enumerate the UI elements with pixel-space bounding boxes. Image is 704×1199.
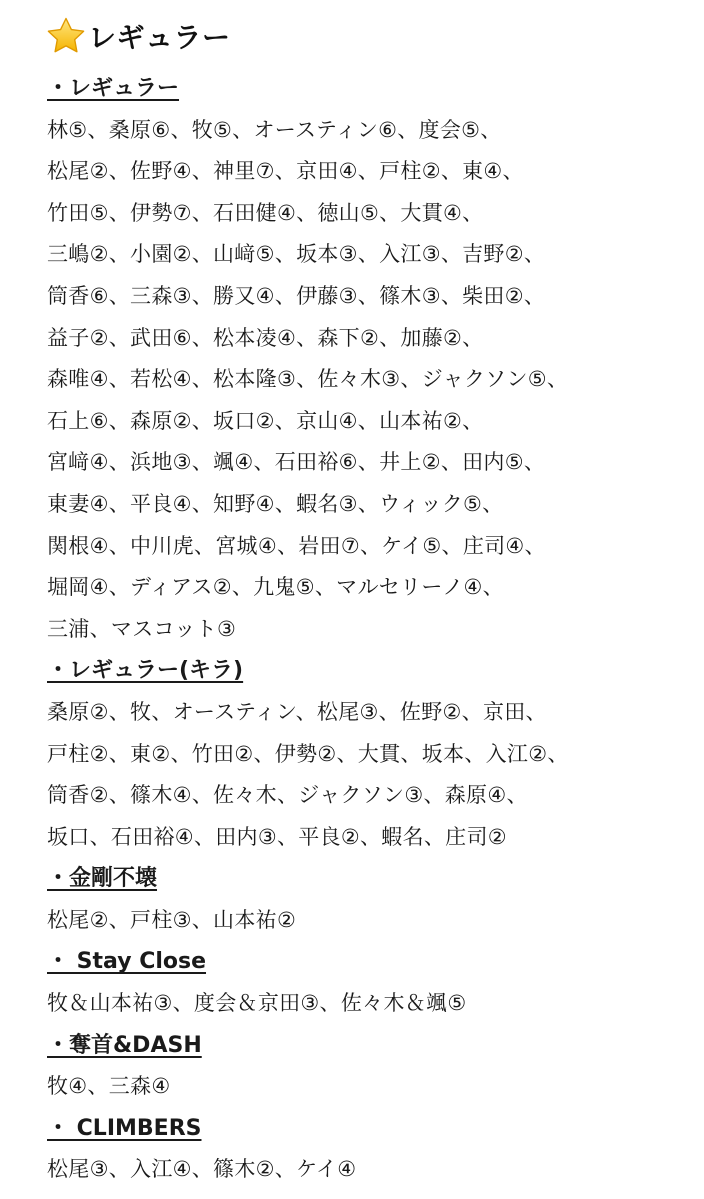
- section-heading-text: ・奪首&DASH: [47, 1032, 202, 1058]
- list-line: 松尾②、戸柱③、山本祐②: [47, 907, 297, 932]
- list-line: 石上⑥、森原②、坂口②、京山④、山本祐②、: [47, 408, 484, 433]
- title-row: [46, 14, 231, 58]
- section-heading: [47, 1108, 697, 1150]
- list-line: 三嶋②、小園②、山﨑⑤、坂本③、入江③、吉野②、: [47, 242, 546, 267]
- section-heading-text: ・金剛不壊: [47, 866, 158, 892]
- list-line: 三浦、マスコット③: [47, 616, 237, 641]
- list-line: 森唯④、若松④、松本隆③、佐々木③、ジャクソン⑤、: [47, 367, 569, 392]
- section-heading-text: ・ Stay Close: [47, 949, 207, 975]
- star-emoji-icon: [46, 16, 86, 56]
- list-line: 竹田⑤、伊勢⑦、石田健④、徳山⑤、大貫④、: [47, 200, 484, 225]
- list-line: 桑原②、牧、オースティン、松尾③、佐野②、京田、: [47, 699, 547, 724]
- list-line: 牧④、三森④: [47, 1074, 171, 1099]
- section-heading-text: ・レギュラー: [47, 76, 180, 101]
- list-line: 筒香⑥、三森③、勝又④、伊藤③、篠木③、柴田②、: [47, 283, 546, 308]
- list-line: 林⑤、桑原⑥、牧⑤、オースティン⑥、度会⑤、: [47, 117, 502, 142]
- section-heading: [47, 941, 697, 983]
- section-heading: [47, 650, 697, 692]
- list-line: 戸柱②、東②、竹田②、伊勢②、大貫、坂本、入江②、: [47, 741, 569, 766]
- list-line: 松尾②、佐野④、神里⑦、京田④、戸柱②、東④、: [47, 159, 524, 184]
- section-heading: [47, 1025, 697, 1067]
- list-line: 坂口、石田裕④、田内③、平良②、蝦名、庄司②: [47, 824, 507, 849]
- list-line: 関根④、中川虎、宮城④、岩田⑦、ケイ⑤、庄司④、: [47, 533, 546, 558]
- list-line: 松尾③、入江④、篠木②、ケイ④: [47, 1157, 357, 1182]
- section-heading-text: ・レギュラー(キラ): [47, 658, 244, 684]
- list-line: 東妻④、平良④、知野④、蝦名③、ウィック⑤、: [47, 491, 504, 516]
- section-heading: [47, 68, 697, 110]
- section-heading-text: ・ CLIMBERS: [47, 1115, 202, 1141]
- list-line: 筒香②、篠木④、佐々木、ジャクソン③、森原④、: [47, 783, 528, 808]
- page-title: レギュラー: [88, 21, 231, 54]
- content-body: [47, 68, 697, 1191]
- list-line: 堀岡④、ディアス②、九鬼⑤、マルセリーノ④、: [47, 575, 504, 600]
- list-line: 宮﨑④、浜地③、颯④、石田裕⑥、井上②、田内⑤、: [47, 450, 546, 475]
- list-line: 牧＆山本祐③、度会＆京田③、佐々木＆颯⑤: [47, 991, 467, 1016]
- section-heading: [47, 858, 697, 900]
- list-line: 益子②、武田⑥、松本凌④、森下②、加藤②、: [47, 325, 484, 350]
